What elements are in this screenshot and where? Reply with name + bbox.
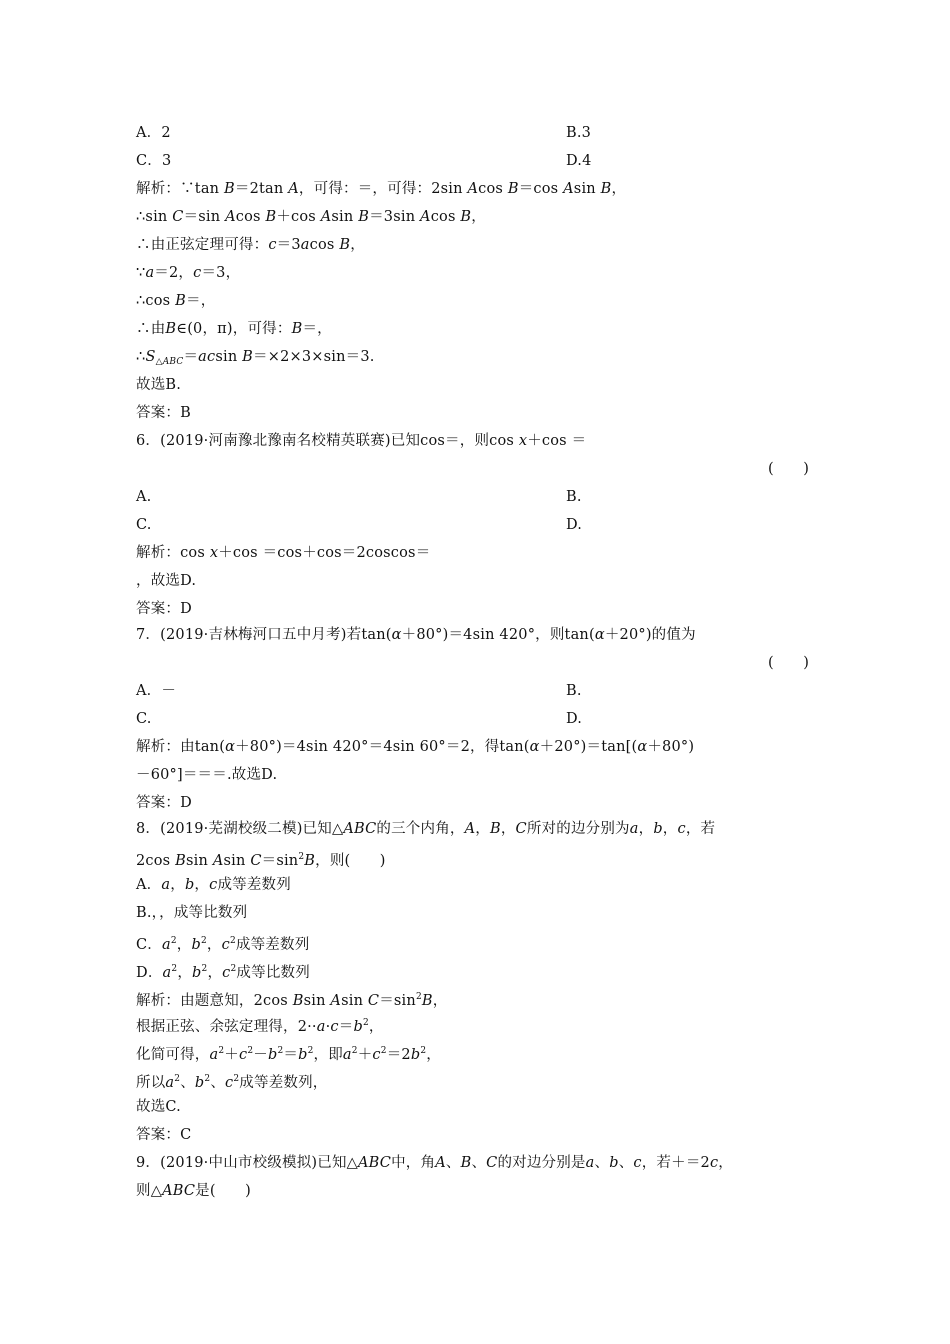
q5-answer: 答案：B	[136, 405, 191, 421]
q6-solution-line-1: 解析：cos x＋cos ＝cos＋cos＝2coscos＝	[136, 545, 431, 561]
q8-answer: 答案：C	[136, 1127, 192, 1143]
q9-stem-line-2: 则△ABC是( )	[136, 1183, 251, 1199]
q6-solution-line-2: ，故选D.	[136, 573, 197, 589]
q7-solution-line-2: －60°]＝＝＝.故选D.	[136, 767, 278, 783]
q7-answer-paren: ( )	[768, 655, 810, 671]
q5-option-c: C．3	[136, 153, 172, 169]
q5-option-b: B.3	[566, 125, 592, 141]
q6-answer-paren: ( )	[768, 461, 810, 477]
q5-solution-line-1: 解析：∵tan B＝2tan A，可得：＝，可得：2sin Acos B＝cos Asin B，	[136, 181, 627, 197]
q7-option-d: D.	[566, 711, 583, 727]
q5-solution-line-7: $\therefore S_{\triangle ABC}=acsin$ B＝×2×3×sin＝3.	[136, 349, 375, 367]
q5-solution-line-2: ∴sin C＝sin Acos B＋cos Asin B＝3sin Acos B，	[136, 209, 486, 225]
q8-choose: 故选C.	[136, 1099, 181, 1115]
q6-option-b: B.	[566, 489, 582, 505]
q6-option-d: D.	[566, 517, 583, 533]
q8-stem-line-1: 8．(2019·芜湖校级二模)已知△ABC的三个内角，A，B，C所对的边分别为a，b，c，若	[136, 821, 716, 837]
q6-answer: 答案：D	[136, 601, 192, 617]
q8-solution-line-4: 所以$a^2$、$b^2$、$c^2$成等差数列，	[136, 1074, 328, 1091]
q5-option-d: D.4	[566, 153, 592, 169]
q5-solution-line-4: ∵a＝2，c＝3，	[136, 265, 241, 281]
q9-stem-line-1: 9．(2019·中山市校级模拟)已知△ABC中，角A、B、C的对边分别是a、b、c，若＋＝2c，	[136, 1155, 733, 1171]
q8-stem-line-2: 2cos Bsin Asin $C=\sin^2B$，则( )	[136, 852, 386, 869]
q8-solution-line-2: 根据正弦、余弦定理得，$2\cdot\cdot a\cdot c=b^2$，	[136, 1018, 384, 1035]
q6-stem: 6．(2019·河南豫北豫南名校精英联赛)已知cos＝，则cos x＋cos ＝	[136, 433, 587, 449]
q7-answer: 答案：D	[136, 795, 192, 811]
q8-option-d: D．$a^2$，$b^2$，$c^2$成等比数列	[136, 964, 310, 981]
q8-solution-line-3: 化简可得，$a^2+c^2-b^2=b^2$，即$a^2+c^2=2b^2$，	[136, 1046, 441, 1063]
q7-option-a: A．－	[136, 683, 177, 699]
q5-solution-line-3: ∴由正弦定理可得：c＝3acos B，	[136, 237, 365, 253]
q7-option-b: B.	[566, 683, 582, 699]
q7-option-c: C.	[136, 711, 152, 727]
q6-option-a: A.	[136, 489, 152, 505]
q5-solution-line-6: ∴由B∈(0，π)，可得：B＝，	[136, 321, 332, 337]
q7-solution-line-1: 解析：由tan(α＋80°)＝4sin 420°＝4sin 60°＝2，得tan(α＋20°)＝tan[(α＋80°)	[136, 739, 695, 755]
q6-option-c: C.	[136, 517, 152, 533]
q8-solution-line-1: 解析：由题意知，2cos Bsin Asin $C=\sin^2B$，	[136, 992, 448, 1009]
q5-solution-line-5: ∴cos B＝，	[136, 293, 216, 309]
q8-option-c: C．$a^2$，$b^2$，$c^2$成等差数列	[136, 936, 310, 953]
q5-choose: 故选B.	[136, 377, 182, 393]
q5-option-a: A．2	[136, 125, 171, 141]
q7-stem: 7．(2019·吉林梅河口五中月考)若tan(α＋80°)＝4sin 420°，则tan(α＋20°)的值为	[136, 627, 696, 643]
q8-option-a: A．a，b，c成等差数列	[136, 877, 291, 893]
q8-option-b: B.，，成等比数列	[136, 905, 248, 921]
